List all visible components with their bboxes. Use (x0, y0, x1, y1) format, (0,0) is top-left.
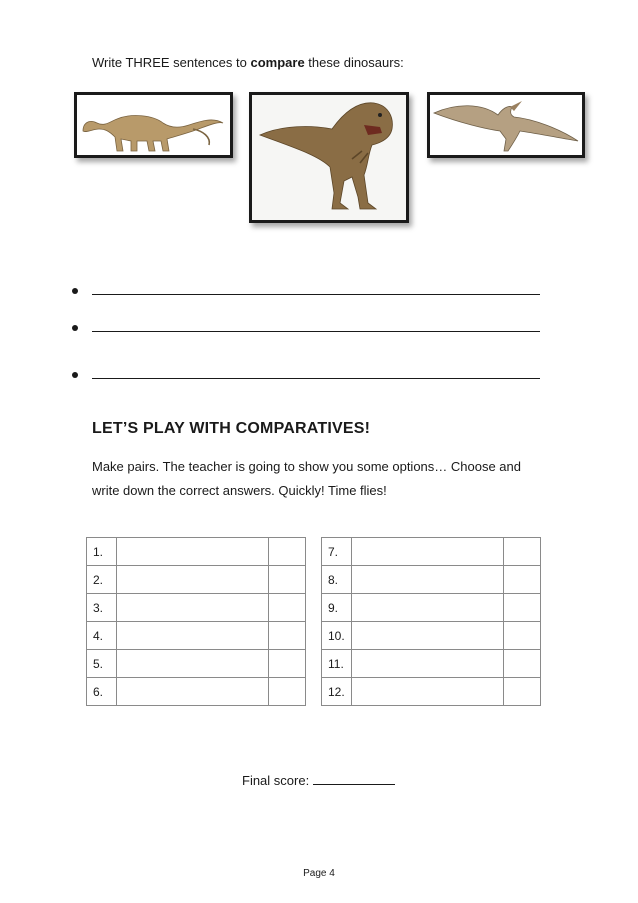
check-cell[interactable] (269, 622, 306, 650)
bullet-icon (72, 288, 78, 294)
check-cell[interactable] (504, 594, 541, 622)
answer-cell[interactable] (117, 566, 269, 594)
row-number: 12. (322, 678, 352, 706)
instruction-bold-word: compare (250, 55, 305, 70)
pterodactyl-image (427, 92, 585, 158)
answer-cell[interactable] (352, 622, 504, 650)
check-cell[interactable] (504, 538, 541, 566)
bullet-icon (72, 372, 78, 378)
check-cell[interactable] (504, 566, 541, 594)
table-row (87, 650, 306, 678)
row-number: 4. (87, 622, 117, 650)
answer-cell[interactable] (352, 678, 504, 706)
sentence-line-2[interactable] (72, 320, 542, 336)
answer-cell[interactable] (117, 678, 269, 706)
section-instructions: Make pairs. The teacher is going to show you some options… Choose and write down the correct answers. Quickly! Time flies! (92, 459, 521, 498)
table-row (322, 538, 541, 566)
table-row (87, 622, 306, 650)
check-cell[interactable] (269, 650, 306, 678)
answer-cell[interactable] (117, 622, 269, 650)
row-number: 8. (322, 566, 352, 594)
check-cell[interactable] (504, 678, 541, 706)
table-row (87, 538, 306, 566)
row-number: 3. (87, 594, 117, 622)
answer-cell[interactable] (352, 594, 504, 622)
compare-instruction (92, 55, 404, 70)
tyrannosaurus-image (249, 92, 409, 223)
final-score-blank[interactable] (313, 772, 395, 785)
check-cell[interactable] (504, 622, 541, 650)
table-row (322, 622, 541, 650)
write-line (92, 378, 540, 379)
section-title: LET’S PLAY WITH COMPARATIVES! (92, 420, 371, 437)
row-number: 6. (87, 678, 117, 706)
table-row (322, 650, 541, 678)
table-row (322, 678, 541, 706)
answer-table-right (321, 537, 541, 706)
table-row (87, 678, 306, 706)
answer-cell[interactable] (117, 538, 269, 566)
table-row (87, 566, 306, 594)
answer-cell[interactable] (117, 650, 269, 678)
sentence-line-1[interactable] (72, 283, 542, 299)
answer-cell[interactable] (117, 594, 269, 622)
final-score (242, 772, 395, 788)
row-number: 2. (87, 566, 117, 594)
tyrannosaurus-icon (252, 95, 406, 220)
row-number: 5. (87, 650, 117, 678)
check-cell[interactable] (269, 678, 306, 706)
write-line (92, 331, 540, 332)
pterodactyl-icon (430, 95, 582, 155)
sentence-line-3[interactable] (72, 367, 542, 383)
row-number: 9. (322, 594, 352, 622)
table-row (87, 594, 306, 622)
instruction-prefix: Write THREE sentences to (92, 55, 251, 70)
brachiosaurus-icon (77, 95, 230, 155)
row-number: 7. (322, 538, 352, 566)
brachiosaurus-image (74, 92, 233, 158)
write-line (92, 294, 540, 295)
answer-cell[interactable] (352, 566, 504, 594)
page-number: Page 4 (303, 868, 335, 879)
check-cell[interactable] (504, 650, 541, 678)
check-cell[interactable] (269, 566, 306, 594)
instruction-suffix: these dinosaurs: (304, 55, 404, 70)
check-cell[interactable] (269, 594, 306, 622)
final-score-label: Final score: (242, 773, 310, 788)
answer-cell[interactable] (352, 650, 504, 678)
check-cell[interactable] (269, 538, 306, 566)
row-number: 10. (322, 622, 352, 650)
row-number: 11. (322, 650, 352, 678)
bullet-icon (72, 325, 78, 331)
answer-table-left (86, 537, 306, 706)
answer-cell[interactable] (352, 538, 504, 566)
table-row (322, 594, 541, 622)
table-row (322, 566, 541, 594)
row-number: 1. (87, 538, 117, 566)
